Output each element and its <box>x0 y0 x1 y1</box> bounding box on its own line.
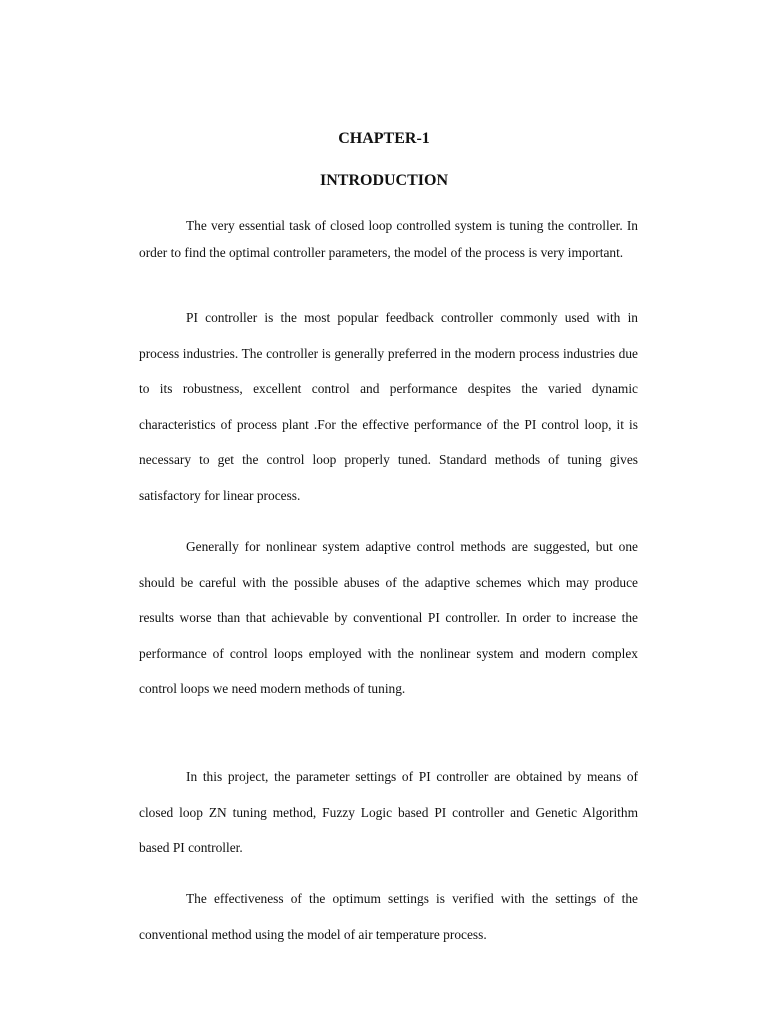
paragraph-pi-controller: PI controller is the most popular feedback controller commonly used with in process industries. The controller is generally preferred in the modern process industries due to its robustness, excellent control and performance despites the varied dynamic characteristics of process plant .For the effective performance of the PI control loop, it is necessary to get the control loop properly tuned. Standard methods of tuning gives satisfactory for linear process. <box>139 310 638 503</box>
chapter-title: CHAPTER-1 <box>338 130 430 147</box>
paragraph-effectiveness: The effectiveness of the optimum settings is verified with the settings of the conventional method using the model of air temperature process. <box>139 891 638 942</box>
section-title: INTRODUCTION <box>319 172 448 189</box>
paragraph-intro-tuning: The very essential task of closed loop controlled system is tuning the controller. In order to find the optimal controller parameters, the model of the process is very important. <box>139 218 638 260</box>
paragraph-adaptive-control: Generally for nonlinear system adaptive control methods are suggested, but one should be careful with the possible abuses of the adaptive schemes which may produce results worse than that achievable by conventional PI controller. In order to increase the performance of control loops employed with the nonlinear system and modern complex control loops we need modern methods of tuning. <box>139 539 638 697</box>
paragraph-project-methods: In this project, the parameter settings of PI controller are obtained by means of closed loop ZN tuning method, Fuzzy Logic based PI controller and Genetic Algorithm based PI controller. <box>139 769 638 856</box>
